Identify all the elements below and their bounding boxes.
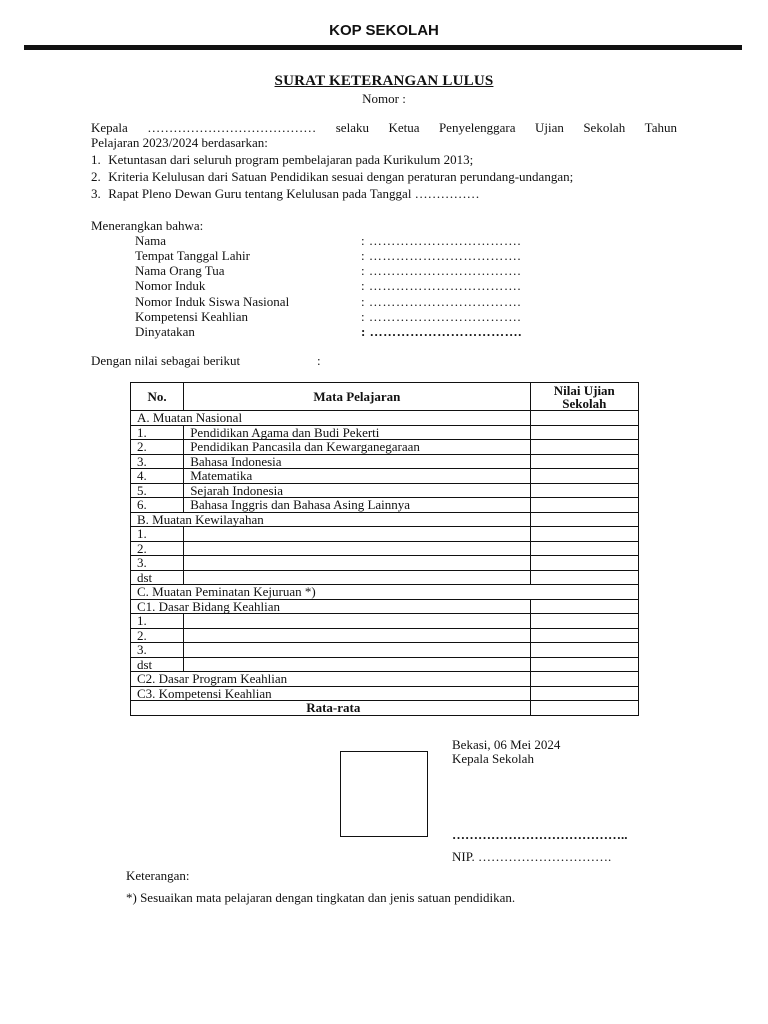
photo-box [340,751,428,837]
grade-cell [530,483,638,498]
grade-cell [530,570,638,585]
grade-cell [530,643,638,658]
header-no: No. [131,383,184,411]
table-row [131,570,639,585]
table-row [131,556,639,571]
field-value-nama: : ……………………………. [361,233,522,248]
field-label-nomor-induk: Nomor Induk [135,278,206,293]
grade-cell [530,614,638,629]
grade-cell [530,657,638,672]
grade-cell [530,498,638,513]
grade-cell [530,454,638,469]
section-a-label: A. Muatan Nasional [131,411,531,426]
grade-cell [530,628,638,643]
sign-place-date: Bekasi, 06 Mei 2024 [452,737,561,752]
row-number: 2. [131,440,184,455]
kop-sekolah: KOP SEKOLAH [329,22,439,39]
average-cell [530,701,638,716]
field-label-dinyatakan: Dinyatakan [135,324,195,339]
intro-word: Ujian [534,120,564,135]
grade-cell [530,512,638,527]
intro-word: Penyelenggara [438,120,516,135]
subject-name [184,657,530,672]
field-label-orangtua: Nama Orang Tua [135,263,225,278]
row-number: 1. [131,614,184,629]
row-number: 5. [131,483,184,498]
subject-name: Pendidikan Agama dan Budi Pekerti [184,425,530,440]
header-divider [24,45,742,50]
table-row [131,657,639,672]
subject-name [184,541,530,556]
criteria-text: Rapat Pleno Dewan Guru tentang Kelulusan pada Tanggal …………… [108,186,480,201]
criteria-text: Ketuntasan dari seluruh program pembelajaran pada Kurikulum 2013; [108,152,474,167]
intro-word: Tahun [644,120,677,135]
row-number: 3. [131,556,184,571]
grade-cell [530,541,638,556]
menerangkan-label: Menerangkan bahwa: [91,218,204,233]
subject-name [184,643,530,658]
field-value-dinyatakan: : ……………………………. [361,324,522,339]
row-number: 2. [131,628,184,643]
row-number: dst [131,570,184,585]
intro-blank: ………………………………… [147,120,317,135]
field-label-nama: Nama [135,233,167,248]
field-value-kompetensi: : ……………………………. [361,309,522,324]
grade-cell [530,599,638,614]
table-row [131,454,639,469]
section-row [131,512,639,527]
grade-cell [530,425,638,440]
sign-role: Kepala Sekolah [452,751,534,766]
criteria-number: 1. [91,152,101,167]
criteria-item [91,186,691,202]
field-label-nisn: Nomor Induk Siswa Nasional [135,294,290,309]
grade-cell [530,686,638,701]
intro-word: selaku [335,120,369,135]
criteria-item [91,152,691,168]
document-title: SURAT KETERANGAN LULUS [274,73,494,89]
section-c3-label: C3. Kompetensi Keahlian [131,686,531,701]
criteria-text: Kriteria Kelulusan dari Satuan Pendidikan sesuai dengan peraturan perundang-undangan; [108,169,574,184]
header-mapel: Mata Pelajaran [184,383,530,411]
subject-name [184,628,530,643]
intro-word: Sekolah [583,120,626,135]
table-row [131,527,639,542]
keterangan-label: Keterangan: [126,868,190,883]
section-row [131,686,639,701]
subject-name: Pendidikan Pancasila dan Kewarganegaraan [184,440,530,455]
intro-line-2: Pelajaran 2023/2024 berdasarkan: [91,135,268,150]
section-c1-label: C1. Dasar Bidang Keahlian [131,599,531,614]
criteria-number: 2. [91,169,101,184]
grade-cell [530,469,638,484]
subject-name [184,570,530,585]
table-row [131,498,639,513]
table-row [131,483,639,498]
nilai-intro-text: Dengan nilai sebagai berikut [91,353,241,368]
section-row [131,599,639,614]
header-nilai-line2: Sekolah [562,395,607,411]
field-label-kompetensi: Kompetensi Keahlian [135,309,248,324]
section-row [131,585,639,600]
section-b-label: B. Muatan Kewilayahan [131,512,531,527]
document-number: Nomor : [362,91,406,106]
field-value-orangtua: : ……………………………. [361,263,522,278]
subject-name: Sejarah Indonesia [184,483,530,498]
average-row [131,701,639,716]
row-number: 4. [131,469,184,484]
intro-word: Ketua [388,120,420,135]
table-row [131,628,639,643]
subject-name: Bahasa Indonesia [184,454,530,469]
table-row [131,614,639,629]
subject-name [184,527,530,542]
field-value-nomor-induk: : ……………………………. [361,278,522,293]
table-row [131,541,639,556]
row-number: dst [131,657,184,672]
table-header-row [131,383,639,411]
average-label: Rata-rata [131,701,531,716]
criteria-item [91,169,691,185]
intro-paragraph [91,120,677,150]
section-c2-label: C2. Dasar Program Keahlian [131,672,531,687]
keterangan-note: *) Sesuaikan mata pelajaran dengan tingkatan dan jenis satuan pendidikan. [126,890,516,905]
field-label-ttl: Tempat Tanggal Lahir [135,248,250,263]
header-nilai [530,383,638,411]
grade-cell [530,672,638,687]
grade-cell [530,440,638,455]
row-number: 3. [131,454,184,469]
section-row [131,672,639,687]
field-value-nisn: : ……………………………. [361,294,522,309]
field-value-ttl: : ……………………………. [361,248,522,263]
section-c-label: C. Muatan Peminatan Kejuruan *) [131,585,639,600]
grade-cell [530,411,638,426]
table-row [131,425,639,440]
nilai-intro-colon: : [317,353,321,368]
criteria-number: 3. [91,186,101,201]
row-number: 6. [131,498,184,513]
sign-nip: NIP. …………………………. [452,849,612,864]
subject-name: Bahasa Inggris dan Bahasa Asing Lainnya [184,498,530,513]
sign-name-line: ………………………………….. [452,827,628,842]
subject-name [184,614,530,629]
table-row [131,643,639,658]
grade-cell [530,527,638,542]
section-row [131,411,639,426]
nilai-intro [91,353,321,369]
row-number: 1. [131,425,184,440]
header-nilai-line1: Nilai Ujian [553,382,615,398]
row-number: 2. [131,541,184,556]
row-number: 3. [131,643,184,658]
grades-table [130,382,639,716]
subject-name [184,556,530,571]
intro-word: Kepala [91,120,128,135]
grade-cell [530,556,638,571]
row-number: 1. [131,527,184,542]
subject-name: Matematika [184,469,530,484]
table-row [131,469,639,484]
table-row [131,440,639,455]
